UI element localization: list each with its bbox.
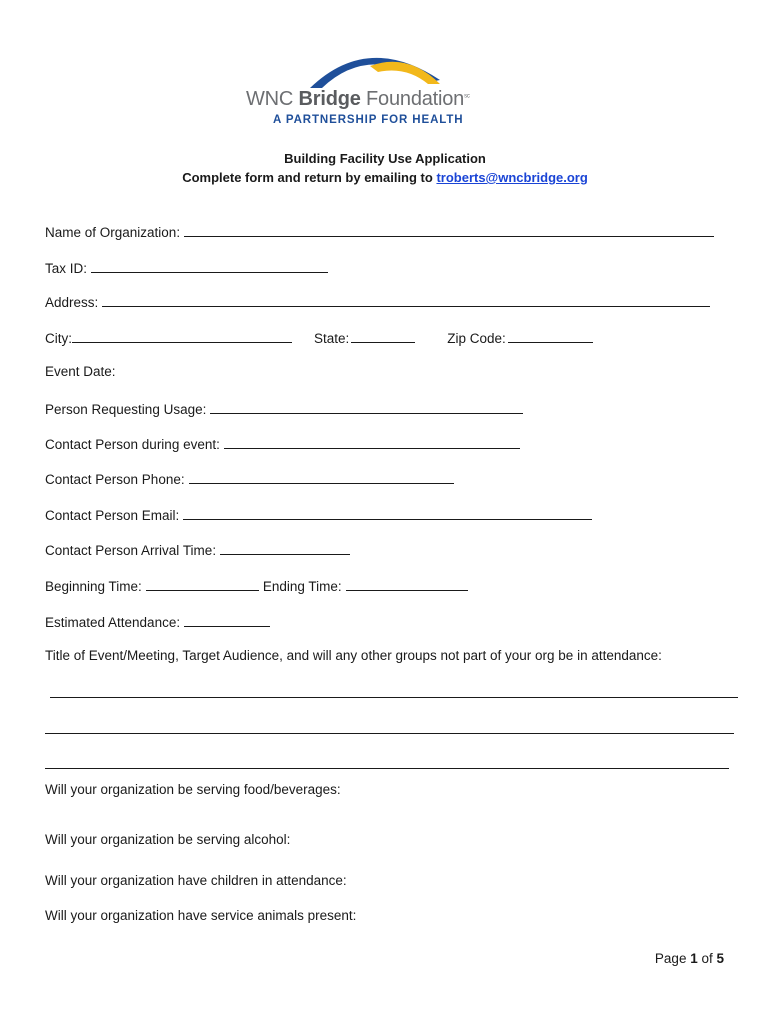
- ending-time-label: Ending Time:: [262, 579, 342, 594]
- attendance-row: [45, 613, 270, 630]
- form-subtitle: [0, 170, 770, 185]
- contact-email-label: Contact Person Email:: [45, 508, 180, 523]
- organization-label: Name of Organization:: [45, 225, 181, 240]
- logo-tagline: A PARTNERSHIP FOR HEALTH: [273, 114, 464, 126]
- times-row: [45, 577, 468, 594]
- beginning-time-label: Beginning Time:: [45, 579, 142, 594]
- logo: [246, 44, 516, 130]
- trademark-mark: sc: [464, 93, 470, 100]
- state-label: State:: [314, 331, 350, 346]
- event-title-label: Title of Event/Meeting, Target Audience, and will any other groups not part of your org be in attendance:: [45, 648, 662, 663]
- tax-id-field[interactable]: [91, 259, 328, 273]
- beginning-time-field[interactable]: [146, 577, 259, 591]
- city-field[interactable]: [72, 329, 292, 343]
- requester-field[interactable]: [210, 400, 523, 414]
- tax-id-row: [45, 259, 328, 276]
- tax-id-label: Tax ID:: [45, 261, 88, 276]
- contact-email-row: [45, 506, 592, 523]
- contact-phone-row: [45, 470, 454, 487]
- food-question: [45, 782, 341, 797]
- arrival-time-row: [45, 541, 350, 558]
- email-link[interactable]: troberts@wncbridge.org: [436, 170, 588, 185]
- children-question: [45, 873, 347, 888]
- subtitle-text: Complete form and return by emailing to: [182, 170, 437, 185]
- logo-wordmark: WNC Bridge Foundation$^{sc}$: [246, 88, 470, 110]
- event-title-line-3[interactable]: [45, 768, 729, 769]
- attendance-field[interactable]: [184, 613, 270, 627]
- organization-row: [45, 223, 714, 240]
- ending-time-field[interactable]: [346, 577, 468, 591]
- address-label: Address:: [45, 295, 99, 310]
- city-state-zip-row: [45, 329, 593, 346]
- bridge-arch-icon: [308, 44, 458, 90]
- animals-label: Will your organization have service animals present:: [45, 908, 357, 923]
- event-date-label: Event Date:: [45, 364, 116, 379]
- form-title: Building Facility Use Application: [284, 151, 486, 166]
- event-title-line-2[interactable]: [45, 733, 734, 734]
- arrival-time-field[interactable]: [220, 541, 350, 555]
- organization-field[interactable]: [184, 223, 714, 237]
- contact-during-label: Contact Person during event:: [45, 437, 220, 452]
- children-label: Will your organization have children in attendance:: [45, 873, 347, 888]
- contact-during-field[interactable]: [224, 435, 520, 449]
- zip-label: Zip Code:: [447, 331, 506, 346]
- contact-email-field[interactable]: [183, 506, 592, 520]
- food-label: Will your organization be serving food/beverages:: [45, 782, 341, 797]
- event-title-row: [45, 648, 662, 663]
- state-field[interactable]: [351, 329, 415, 343]
- alcohol-question: [45, 832, 290, 847]
- contact-during-row: [45, 435, 520, 452]
- requester-row: [45, 400, 523, 417]
- zip-field[interactable]: [508, 329, 593, 343]
- address-row: [45, 293, 710, 310]
- event-title-line-1[interactable]: [50, 697, 738, 698]
- animals-question: [45, 908, 356, 923]
- alcohol-label: Will your organization be serving alcohol:: [45, 832, 291, 847]
- contact-phone-field[interactable]: [189, 470, 454, 484]
- event-date-row: [45, 364, 116, 379]
- address-field[interactable]: [102, 293, 710, 307]
- arrival-time-label: Contact Person Arrival Time:: [45, 543, 217, 558]
- requester-label: Person Requesting Usage:: [45, 402, 207, 417]
- page-number: Page 1 of 5: [654, 951, 724, 966]
- city-label: City:: [45, 331, 72, 346]
- contact-phone-label: Contact Person Phone:: [45, 472, 185, 487]
- attendance-label: Estimated Attendance:: [45, 615, 181, 630]
